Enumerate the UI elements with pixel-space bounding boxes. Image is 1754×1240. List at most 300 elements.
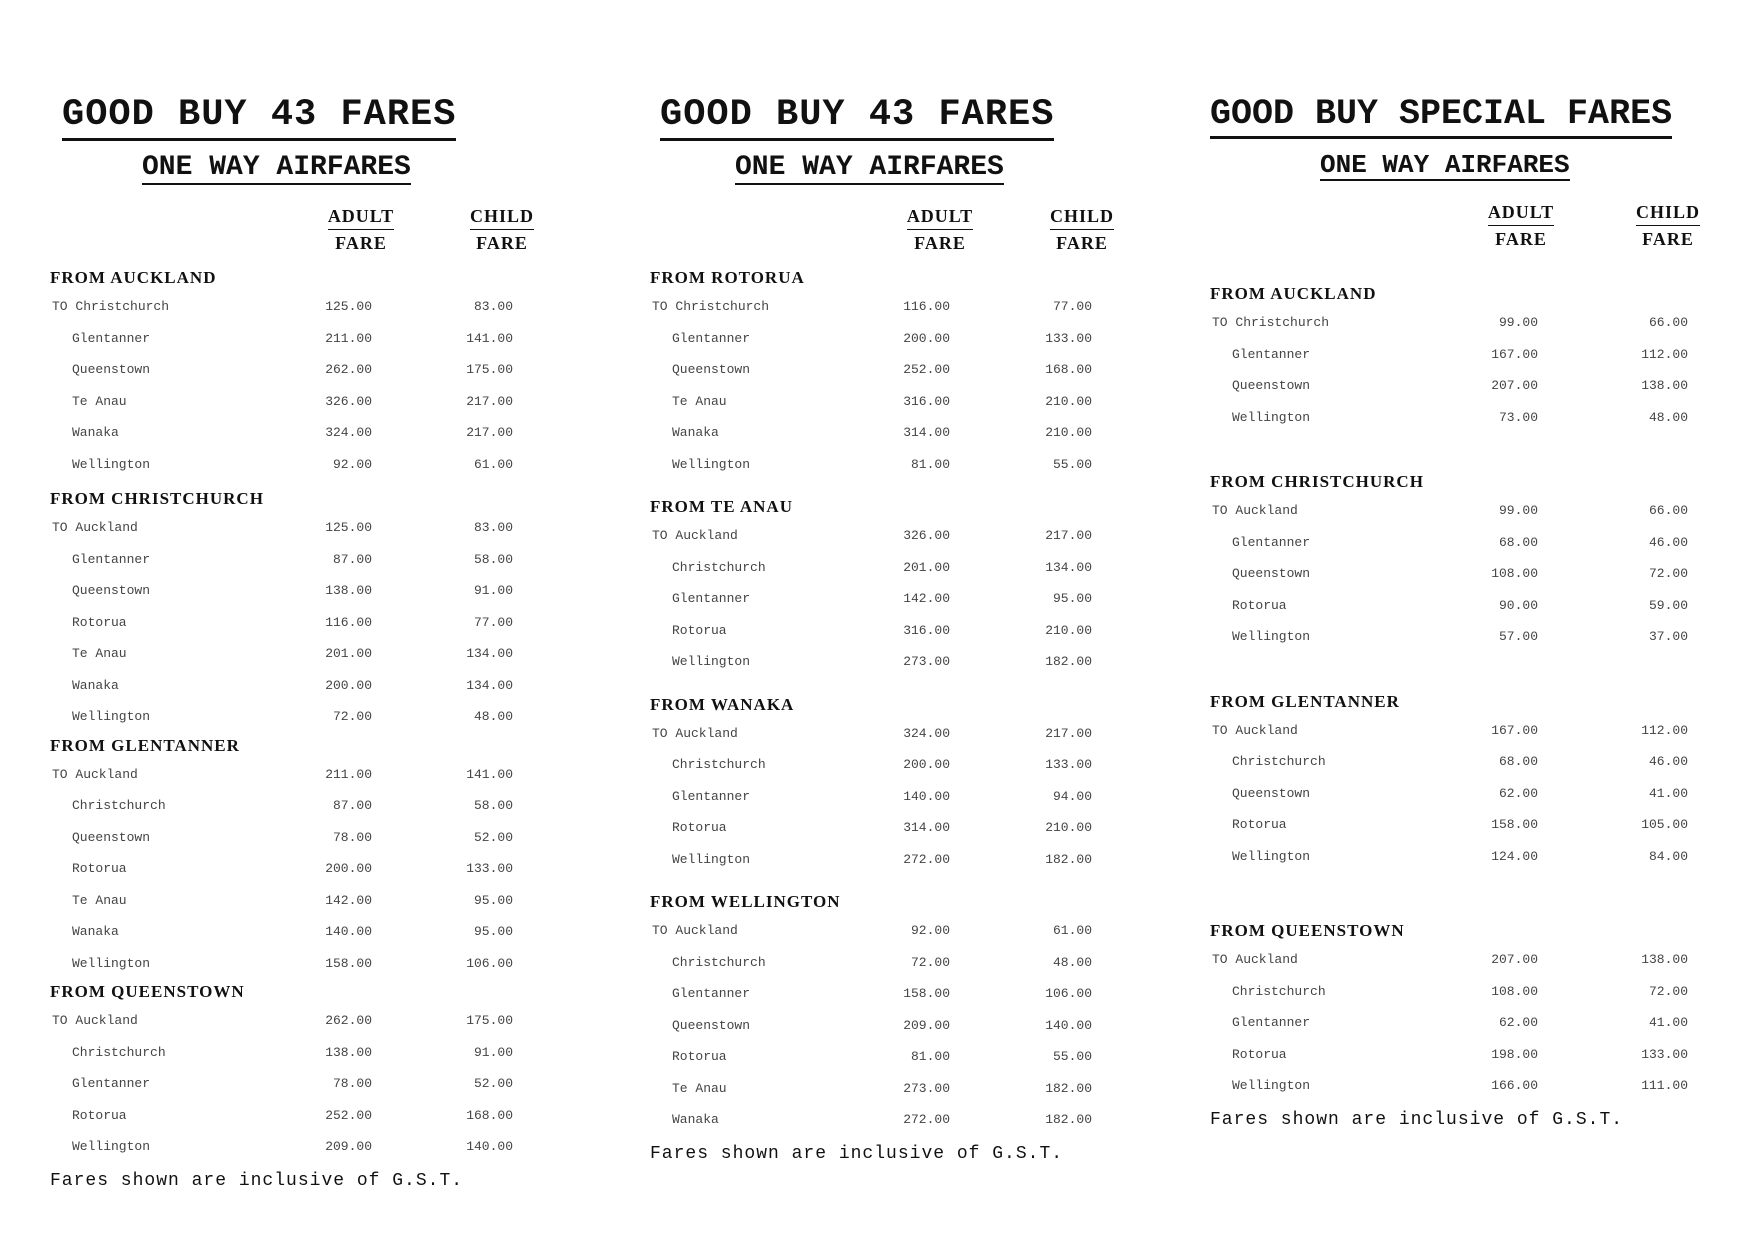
child-fare: 52.00	[473, 829, 513, 845]
fare-row	[50, 544, 550, 576]
fare-row	[1210, 590, 1730, 622]
fare-row	[650, 915, 1150, 947]
gst-footnote: Fares shown are inclusive of G.S.T.	[650, 1143, 1064, 1164]
child-fare: 217.00	[1045, 528, 1092, 544]
section-title: FROM WANAKA	[650, 694, 795, 714]
fare-row	[50, 354, 550, 386]
child-fare: 175.00	[466, 362, 513, 378]
adult-fare: 200.00	[903, 330, 950, 346]
column-headers	[650, 203, 1150, 265]
destination: Queenstown	[672, 362, 751, 378]
section-title: FROM AUCKLAND	[50, 268, 217, 288]
adult-fare: 99.00	[1498, 503, 1538, 519]
child-fare: 133.00	[466, 861, 513, 877]
destination: Rotorua	[72, 861, 127, 877]
child-fare: 210.00	[1045, 820, 1092, 836]
child-fare: 41.00	[1648, 785, 1688, 801]
fare-row	[1210, 944, 1730, 976]
fare-row	[1210, 495, 1730, 527]
destination: TO Auckland	[1212, 722, 1298, 738]
child-fare: 72.00	[1648, 566, 1688, 582]
child-fare: 95.00	[1052, 591, 1092, 607]
section-title: FROM GLENTANNER	[50, 735, 240, 755]
child-fare: 52.00	[473, 1076, 513, 1092]
destination: TO Auckland	[52, 1013, 138, 1029]
adult-fare: 201.00	[325, 646, 372, 662]
destination: Te Anau	[72, 393, 127, 409]
fare-row	[50, 1100, 550, 1132]
section-title: FROM QUEENSTOWN	[1210, 921, 1405, 941]
adult-fare: 167.00	[1491, 346, 1538, 362]
fare-row	[1210, 558, 1730, 590]
fare-row	[650, 386, 1150, 418]
destination: Wanaka	[72, 425, 119, 441]
child-fare: 95.00	[473, 892, 513, 908]
destination: Rotorua	[72, 1107, 127, 1123]
child-fare: 48.00	[1648, 409, 1688, 425]
destination: Christchurch	[672, 757, 766, 773]
section-title: FROM CHRISTCHURCH	[1210, 472, 1424, 492]
adult-fare: 167.00	[1491, 722, 1538, 738]
destination: Wellington	[72, 1139, 151, 1155]
destination: TO Auckland	[52, 766, 138, 782]
child-fare: 48.00	[473, 709, 513, 725]
column-headers	[1210, 199, 1730, 261]
child-fare-header	[462, 203, 542, 256]
adult-fare: 209.00	[325, 1139, 372, 1155]
destination: Queenstown	[1232, 378, 1311, 394]
destination: Queenstown	[672, 1017, 751, 1033]
adult-fare: 140.00	[903, 788, 950, 804]
child-fare-header	[1042, 203, 1122, 256]
child-fare: 138.00	[1641, 952, 1688, 968]
child-fare: 106.00	[466, 955, 513, 971]
child-header-line2: FARE	[1642, 229, 1694, 250]
fare-row	[650, 646, 1150, 678]
fare-section	[50, 486, 550, 733]
fare-row	[650, 291, 1150, 323]
child-fare: 168.00	[466, 1107, 513, 1123]
child-fare: 46.00	[1648, 534, 1688, 550]
adult-fare: 140.00	[325, 924, 372, 940]
adult-fare: 273.00	[903, 1080, 950, 1096]
adult-fare: 62.00	[1498, 785, 1538, 801]
child-fare: 77.00	[473, 614, 513, 630]
adult-fare: 262.00	[325, 1013, 372, 1029]
adult-fare: 207.00	[1491, 378, 1538, 394]
destination: Wellington	[72, 456, 151, 472]
adult-fare-header	[900, 203, 980, 256]
fare-row	[50, 822, 550, 854]
adult-header-line2: FARE	[1495, 229, 1547, 250]
child-fare: 175.00	[466, 1013, 513, 1029]
adult-fare: 142.00	[903, 591, 950, 607]
destination: Glentanner	[1232, 534, 1311, 550]
child-fare: 41.00	[1648, 1015, 1688, 1031]
fare-row	[50, 386, 550, 418]
child-fare: 55.00	[1052, 456, 1092, 472]
child-fare: 140.00	[466, 1139, 513, 1155]
child-fare: 134.00	[466, 646, 513, 662]
adult-fare: 207.00	[1491, 952, 1538, 968]
adult-fare: 209.00	[903, 1017, 950, 1033]
destination: Queenstown	[72, 583, 151, 599]
fare-row	[1210, 402, 1730, 434]
child-fare: 138.00	[1641, 378, 1688, 394]
fare-row	[650, 978, 1150, 1010]
adult-fare: 314.00	[903, 820, 950, 836]
child-header-line1: CHILD	[1050, 203, 1114, 230]
child-header-line2: FARE	[476, 233, 528, 254]
destination: TO Auckland	[652, 528, 738, 544]
destination: Te Anau	[672, 393, 727, 409]
child-fare: 77.00	[1052, 299, 1092, 315]
fare-section	[50, 733, 550, 980]
adult-fare: 273.00	[903, 654, 950, 670]
adult-fare: 326.00	[903, 528, 950, 544]
fare-row	[1210, 715, 1730, 747]
fare-row	[650, 749, 1150, 781]
destination: Wanaka	[672, 1112, 719, 1128]
child-fare: 182.00	[1045, 1080, 1092, 1096]
child-fare: 106.00	[1045, 986, 1092, 1002]
child-fare: 55.00	[1052, 1049, 1092, 1065]
child-fare: 46.00	[1648, 754, 1688, 770]
child-fare: 140.00	[1045, 1017, 1092, 1033]
destination: TO Auckland	[1212, 503, 1298, 519]
panel-title: GOOD BUY 43 FARES	[660, 95, 1054, 141]
child-header-line1: CHILD	[1636, 199, 1700, 226]
adult-fare: 99.00	[1498, 315, 1538, 331]
destination: Rotorua	[672, 622, 727, 638]
destination: Glentanner	[72, 551, 151, 567]
fare-row	[50, 323, 550, 355]
child-fare: 182.00	[1045, 1112, 1092, 1128]
adult-fare: 324.00	[325, 425, 372, 441]
adult-fare: 116.00	[325, 614, 372, 630]
fare-row	[1210, 1039, 1730, 1071]
fare-section	[1210, 689, 1730, 873]
adult-fare: 272.00	[903, 1112, 950, 1128]
adult-fare: 142.00	[325, 892, 372, 908]
fare-panel-good-buy-special	[1210, 95, 1730, 1130]
child-fare: 72.00	[1648, 983, 1688, 999]
fare-row	[650, 323, 1150, 355]
section-title: FROM TE ANAU	[650, 497, 793, 517]
destination: TO Christchurch	[52, 299, 170, 315]
destination: Te Anau	[72, 646, 127, 662]
adult-header-line1: ADULT	[1488, 199, 1554, 226]
adult-fare: 211.00	[325, 330, 372, 346]
fare-row	[650, 1010, 1150, 1042]
child-fare: 134.00	[1045, 559, 1092, 575]
fare-section	[650, 265, 1150, 480]
panel-header	[650, 95, 1150, 185]
destination: Glentanner	[672, 986, 751, 1002]
fare-row	[50, 291, 550, 323]
destination: TO Auckland	[52, 520, 138, 536]
adult-fare: 124.00	[1491, 848, 1538, 864]
fare-row	[50, 638, 550, 670]
adult-fare: 198.00	[1491, 1046, 1538, 1062]
fare-row	[1210, 746, 1730, 778]
adult-fare: 201.00	[903, 559, 950, 575]
adult-fare: 316.00	[903, 622, 950, 638]
gst-footnote: Fares shown are inclusive of G.S.T.	[1210, 1109, 1624, 1130]
child-fare-header	[1628, 199, 1708, 252]
fare-section	[1210, 918, 1730, 1102]
adult-fare: 78.00	[332, 829, 372, 845]
adult-fare: 68.00	[1498, 754, 1538, 770]
child-fare: 141.00	[466, 766, 513, 782]
panel-header	[50, 95, 550, 185]
child-fare: 217.00	[466, 393, 513, 409]
child-fare: 105.00	[1641, 817, 1688, 833]
adult-header-line2: FARE	[914, 233, 966, 254]
fare-row	[650, 449, 1150, 481]
section-title: FROM CHRISTCHURCH	[50, 489, 264, 509]
child-fare: 84.00	[1648, 848, 1688, 864]
fare-section	[1210, 469, 1730, 653]
child-fare: 48.00	[1052, 954, 1092, 970]
fare-row	[650, 947, 1150, 979]
adult-fare: 68.00	[1498, 534, 1538, 550]
fare-panel-good-buy-43-b	[650, 95, 1150, 1164]
fare-row	[50, 1068, 550, 1100]
fare-row	[50, 790, 550, 822]
destination: Christchurch	[672, 954, 766, 970]
adult-fare: 116.00	[903, 299, 950, 315]
destination: Queenstown	[72, 829, 151, 845]
destination: Christchurch	[1232, 754, 1326, 770]
fare-row	[50, 885, 550, 917]
adult-fare: 87.00	[332, 798, 372, 814]
destination: Rotorua	[1232, 597, 1287, 613]
adult-fare: 57.00	[1498, 629, 1538, 645]
destination: Te Anau	[72, 892, 127, 908]
adult-fare: 272.00	[903, 851, 950, 867]
destination: Rotorua	[1232, 817, 1287, 833]
fare-row	[50, 575, 550, 607]
fare-row	[1210, 527, 1730, 559]
child-fare: 37.00	[1648, 629, 1688, 645]
destination: Glentanner	[72, 330, 151, 346]
destination: Wellington	[672, 456, 751, 472]
destination: TO Auckland	[652, 725, 738, 741]
fare-row	[650, 417, 1150, 449]
destination: Rotorua	[1232, 1046, 1287, 1062]
fare-row	[650, 1073, 1150, 1105]
child-fare: 58.00	[473, 798, 513, 814]
fare-row	[650, 583, 1150, 615]
child-fare: 210.00	[1045, 393, 1092, 409]
child-fare: 210.00	[1045, 622, 1092, 638]
destination: Glentanner	[72, 1076, 151, 1092]
destination: Christchurch	[672, 559, 766, 575]
fare-row	[1210, 307, 1730, 339]
adult-fare: 81.00	[910, 1049, 950, 1065]
child-fare: 83.00	[473, 299, 513, 315]
adult-fare: 200.00	[325, 677, 372, 693]
child-fare: 112.00	[1641, 346, 1688, 362]
adult-fare: 62.00	[1498, 1015, 1538, 1031]
child-header-line1: CHILD	[470, 203, 534, 230]
panel-subtitle: ONE WAY AIRFARES	[1320, 149, 1570, 180]
adult-fare: 158.00	[903, 986, 950, 1002]
adult-fare: 200.00	[903, 757, 950, 773]
adult-fare: 90.00	[1498, 597, 1538, 613]
fare-row	[1210, 809, 1730, 841]
adult-fare: 158.00	[325, 955, 372, 971]
child-fare: 66.00	[1648, 315, 1688, 331]
panel-header	[1210, 95, 1730, 181]
adult-fare: 73.00	[1498, 409, 1538, 425]
adult-fare: 314.00	[903, 425, 950, 441]
child-fare: 168.00	[1045, 362, 1092, 378]
fare-row	[50, 701, 550, 733]
destination: Wanaka	[72, 924, 119, 940]
destination: Christchurch	[72, 1044, 166, 1060]
fare-row	[1210, 976, 1730, 1008]
fare-row	[1210, 339, 1730, 371]
destination: Rotorua	[672, 1049, 727, 1065]
destination: Wellington	[1232, 629, 1311, 645]
destination: Glentanner	[1232, 346, 1311, 362]
adult-fare: 252.00	[903, 362, 950, 378]
adult-header-line1: ADULT	[328, 203, 394, 230]
fare-row	[50, 1005, 550, 1037]
panel-subtitle: ONE WAY AIRFARES	[735, 153, 1004, 186]
adult-header-line1: ADULT	[907, 203, 973, 230]
child-fare: 210.00	[1045, 425, 1092, 441]
fare-row	[1210, 841, 1730, 873]
fare-row	[650, 615, 1150, 647]
fare-row	[1210, 778, 1730, 810]
fare-section	[650, 692, 1150, 876]
adult-fare: 138.00	[325, 583, 372, 599]
gst-footnote: Fares shown are inclusive of G.S.T.	[50, 1170, 464, 1191]
adult-fare: 125.00	[325, 299, 372, 315]
destination: Wellington	[72, 709, 151, 725]
adult-fare: 316.00	[903, 393, 950, 409]
destination: Glentanner	[1232, 1015, 1311, 1031]
fare-row	[50, 417, 550, 449]
destination: TO Auckland	[652, 923, 738, 939]
fare-section	[50, 979, 550, 1163]
section-title: FROM ROTORUA	[650, 268, 805, 288]
adult-fare: 252.00	[325, 1107, 372, 1123]
fare-row	[650, 844, 1150, 876]
adult-fare: 108.00	[1491, 983, 1538, 999]
child-fare: 94.00	[1052, 788, 1092, 804]
adult-fare: 81.00	[910, 456, 950, 472]
panel-title: GOOD BUY 43 FARES	[62, 95, 456, 141]
fare-row	[50, 607, 550, 639]
child-fare: 66.00	[1648, 503, 1688, 519]
destination: Rotorua	[672, 820, 727, 836]
child-fare: 182.00	[1045, 654, 1092, 670]
adult-fare: 125.00	[325, 520, 372, 536]
destination: Wellington	[72, 955, 151, 971]
fare-row	[50, 759, 550, 791]
destination: Glentanner	[672, 330, 751, 346]
destination: Wellington	[1232, 1078, 1311, 1094]
child-fare: 133.00	[1045, 330, 1092, 346]
child-fare: 91.00	[473, 583, 513, 599]
fare-panel-good-buy-43-a	[50, 95, 550, 1191]
destination: Glentanner	[672, 788, 751, 804]
destination: TO Auckland	[1212, 952, 1298, 968]
panel-title: GOOD BUY SPECIAL FARES	[1210, 95, 1672, 139]
fare-row	[650, 1041, 1150, 1073]
fare-row	[50, 916, 550, 948]
child-fare: 141.00	[466, 330, 513, 346]
child-fare: 61.00	[1052, 923, 1092, 939]
panel-subtitle: ONE WAY AIRFARES	[142, 153, 411, 186]
fare-row	[650, 354, 1150, 386]
fare-row	[50, 512, 550, 544]
destination: TO Christchurch	[652, 299, 770, 315]
fare-row	[650, 520, 1150, 552]
fare-row	[50, 670, 550, 702]
adult-fare-header	[321, 203, 401, 256]
child-fare: 83.00	[473, 520, 513, 536]
fare-row	[1210, 1070, 1730, 1102]
fare-row	[1210, 621, 1730, 653]
adult-fare: 72.00	[332, 709, 372, 725]
adult-fare: 92.00	[910, 923, 950, 939]
destination: Wellington	[1232, 848, 1311, 864]
adult-fare: 324.00	[903, 725, 950, 741]
destination: Wellington	[672, 654, 751, 670]
destination: Christchurch	[72, 798, 166, 814]
fare-section	[650, 494, 1150, 678]
fare-row	[50, 1131, 550, 1163]
child-fare: 95.00	[473, 924, 513, 940]
adult-fare: 166.00	[1491, 1078, 1538, 1094]
section-title: FROM GLENTANNER	[1210, 691, 1400, 711]
fare-row	[50, 948, 550, 980]
destination: Wanaka	[72, 677, 119, 693]
child-header-line2: FARE	[1056, 233, 1108, 254]
destination: Wellington	[672, 851, 751, 867]
child-fare: 134.00	[466, 677, 513, 693]
adult-fare: 211.00	[325, 766, 372, 782]
destination: Queenstown	[72, 362, 151, 378]
adult-fare: 78.00	[332, 1076, 372, 1092]
adult-fare: 138.00	[325, 1044, 372, 1060]
child-fare: 58.00	[473, 551, 513, 567]
destination: Wanaka	[672, 425, 719, 441]
fare-row	[1210, 1007, 1730, 1039]
section-title: FROM QUEENSTOWN	[50, 982, 245, 1002]
fare-row	[650, 781, 1150, 813]
child-fare: 217.00	[1045, 725, 1092, 741]
destination: Te Anau	[672, 1080, 727, 1096]
destination: Rotorua	[72, 614, 127, 630]
destination: Queenstown	[1232, 566, 1311, 582]
adult-fare: 262.00	[325, 362, 372, 378]
child-fare: 133.00	[1641, 1046, 1688, 1062]
adult-fare: 87.00	[332, 551, 372, 567]
fare-row	[50, 449, 550, 481]
section-title: FROM WELLINGTON	[650, 892, 841, 912]
fare-row	[1210, 370, 1730, 402]
fare-row	[650, 552, 1150, 584]
fare-row	[650, 812, 1150, 844]
adult-header-line2: FARE	[335, 233, 387, 254]
fare-section	[650, 889, 1150, 1136]
